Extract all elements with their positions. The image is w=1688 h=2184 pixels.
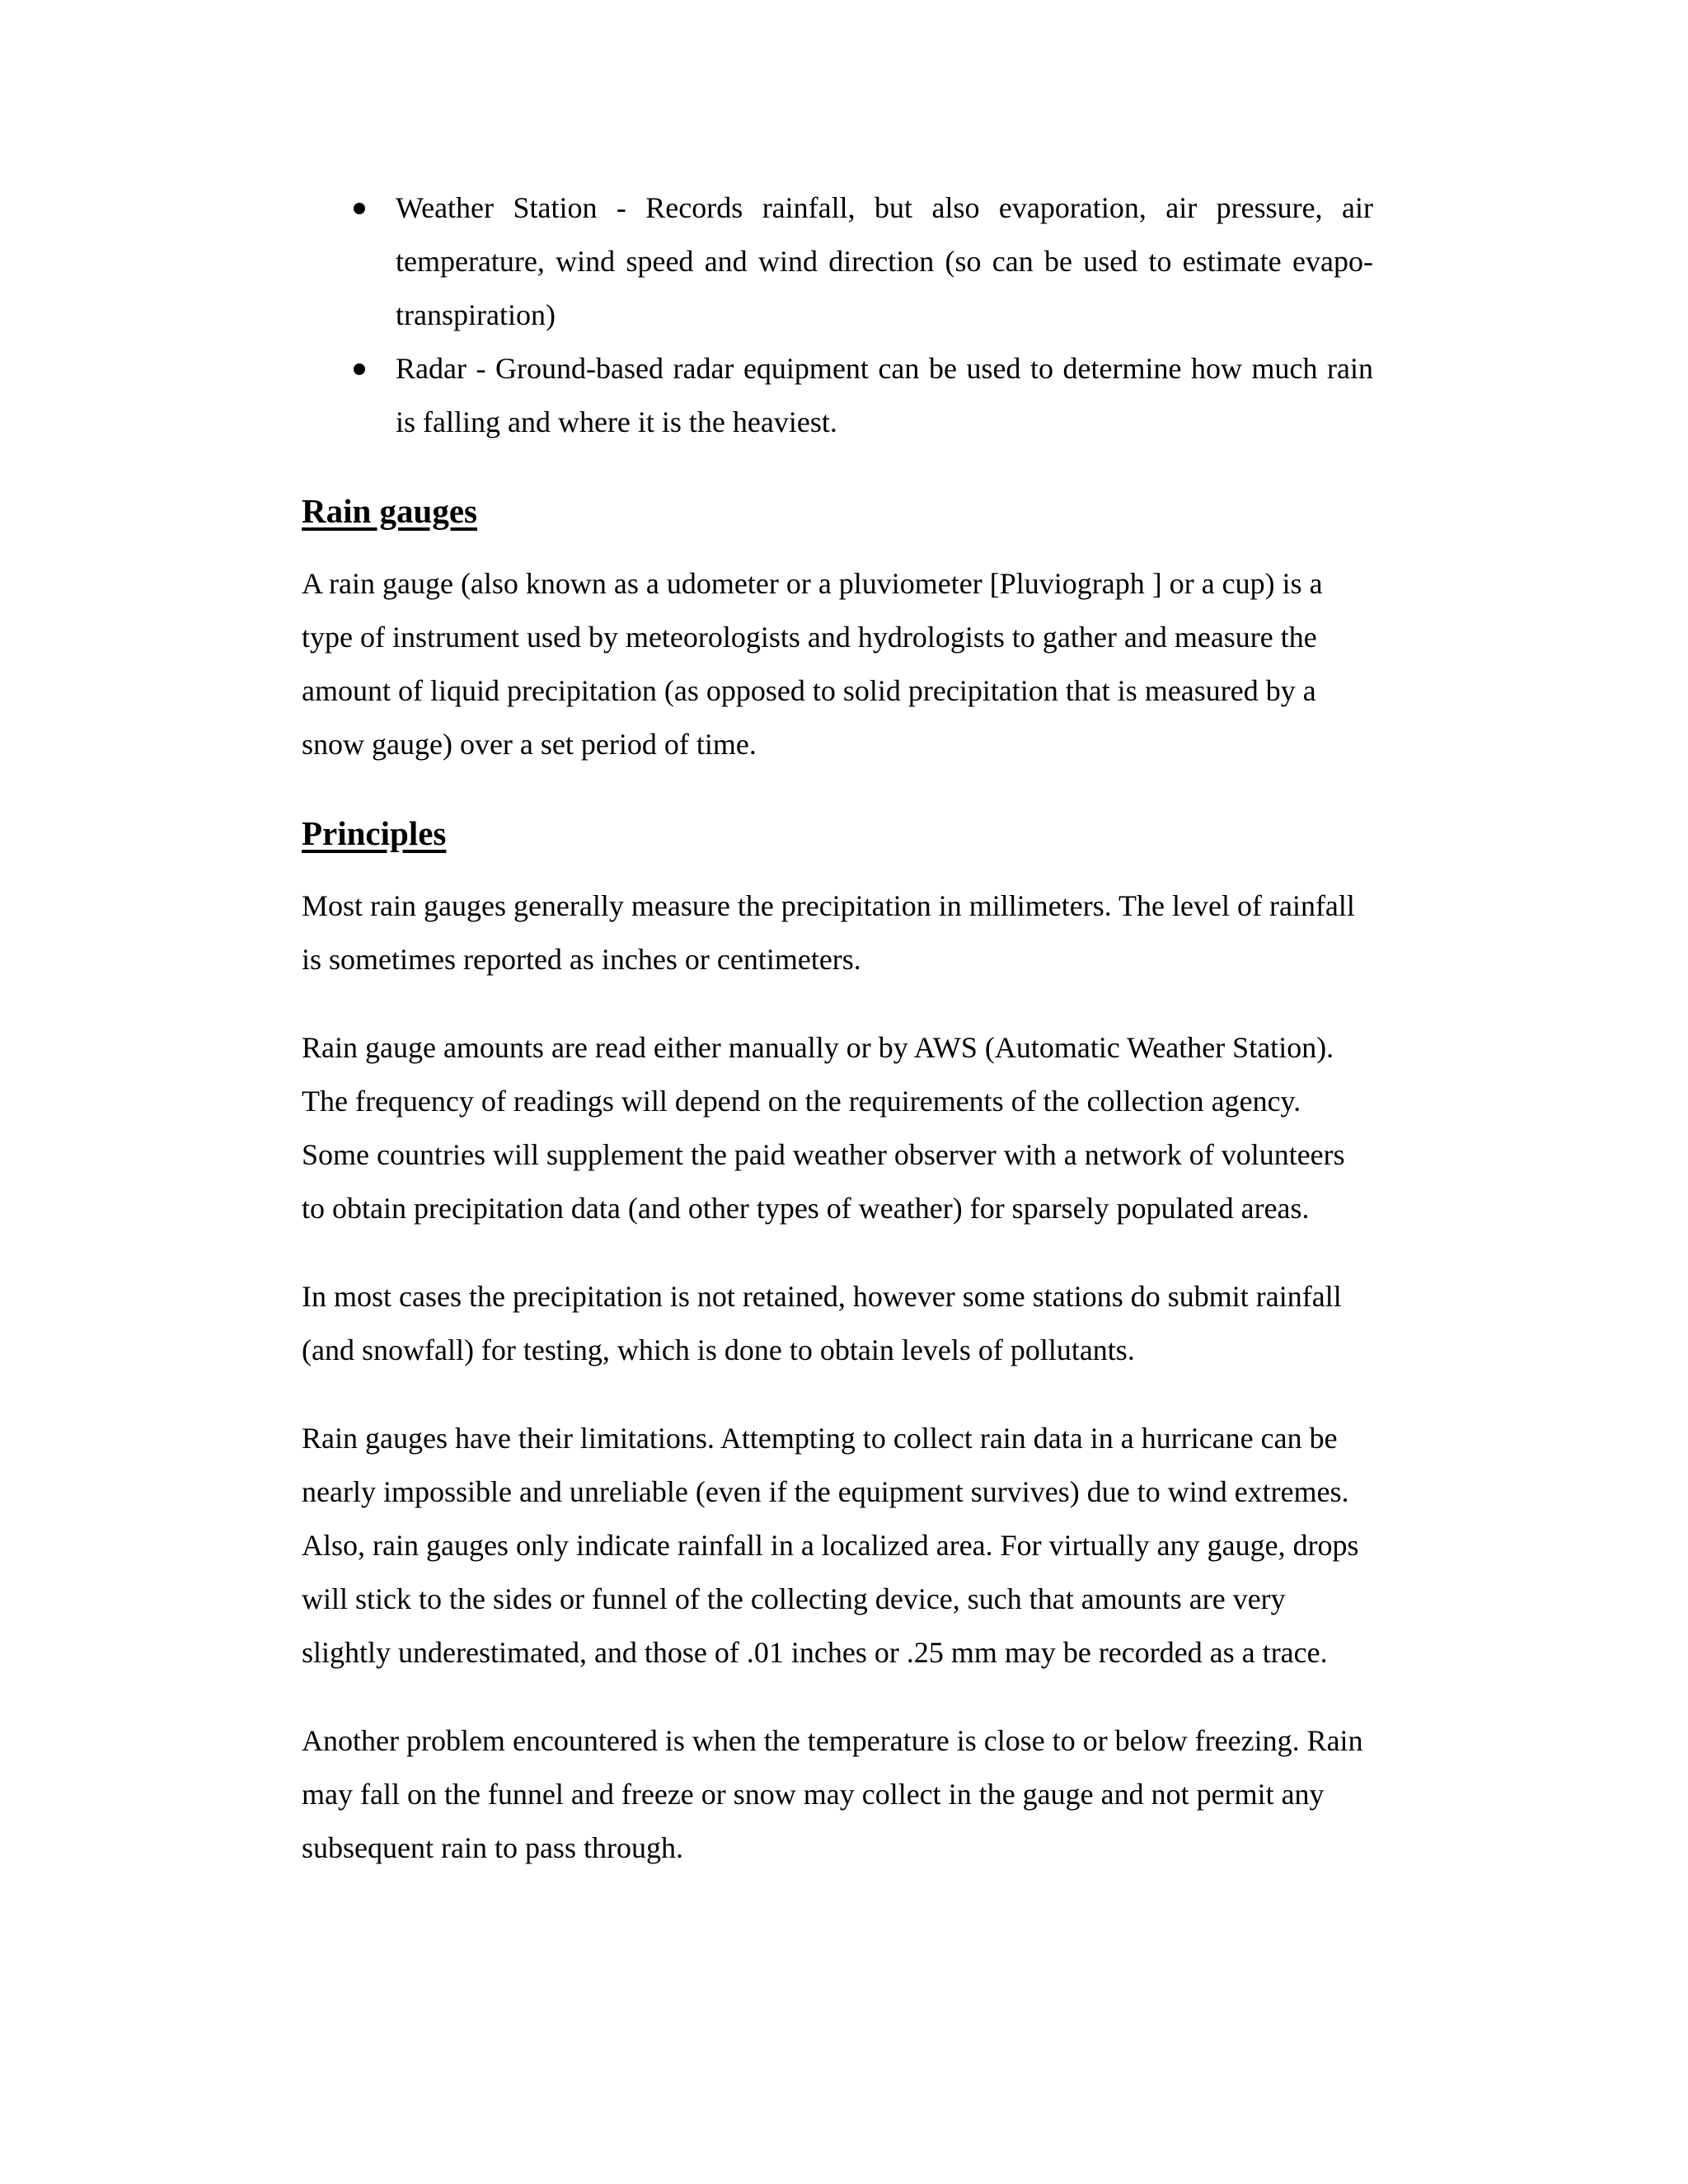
paragraph-measurement-units: Most rain gauges generally measure the precipitation in millimeters. The level of rainfall is sometimes reported as inches or centimeters. (302, 889, 1355, 976)
bullet-item-weather-station (302, 181, 1373, 342)
bullet-item-radar (302, 342, 1373, 449)
paragraph-rain-gauge-definition: A rain gauge (also known as a udometer or a pluviometer [Pluviograph ] or a cup) is a type of instrument used by meteorologists and hydrologists to gather and measure the amount of liquid precipitation (as opposed to solid precipitation that is measured by a snow gauge) over a set period of time. (302, 567, 1323, 761)
page-content (302, 181, 1373, 1875)
paragraph-freezing-problem: Another problem encountered is when the temperature is close to or below freezing. Rain may fall on the funnel and freeze or snow may collect in the gauge and not permit any subsequent rain to pass through. (302, 1724, 1363, 1864)
section-heading-principles: Principles (302, 814, 447, 852)
paragraph-reading-methods: Rain gauge amounts are read either manually or by AWS (Automatic Weather Station). The frequency of readings will depend on the requirements of the collection agency. Some countries will supplement the paid weather observer with a network of volunteers to obtain precipitation data (and other types of weather) for sparsely populated areas. (302, 1031, 1345, 1225)
bullet-list (302, 181, 1373, 449)
bullet-text: Weather Station - Records rainfall, but also evaporation, air pressure, air temperature, wind speed and wind direction (so can be used to estimate evapo-transpiration) (396, 191, 1373, 331)
paragraph-limitations: Rain gauges have their limitations. Attempting to collect rain data in a hurricane can be nearly impossible and unreliable (even if the equipment survives) due to wind extremes. Also, rain gauges only indicate rainfall in a localized area. For virtually any gauge, drops will stick to the sides or funnel of the collecting device, such that amounts are very slightly underestimated, and those of .01 inches or .25 mm may be recorded as a trace. (302, 1422, 1359, 1669)
bullet-dot-icon (354, 203, 365, 214)
bullet-dot-icon (354, 363, 365, 375)
paragraph-precipitation-retention: In most cases the precipitation is not retained, however some stations do submit rainfall (and snowfall) for testing, which is done to obtain levels of pollutants. (302, 1280, 1342, 1366)
bullet-text: Radar - Ground-based radar equipment can be used to determine how much rain is falling and where it is the heaviest. (396, 352, 1373, 438)
section-heading-rain-gauges: Rain gauges (302, 492, 478, 530)
